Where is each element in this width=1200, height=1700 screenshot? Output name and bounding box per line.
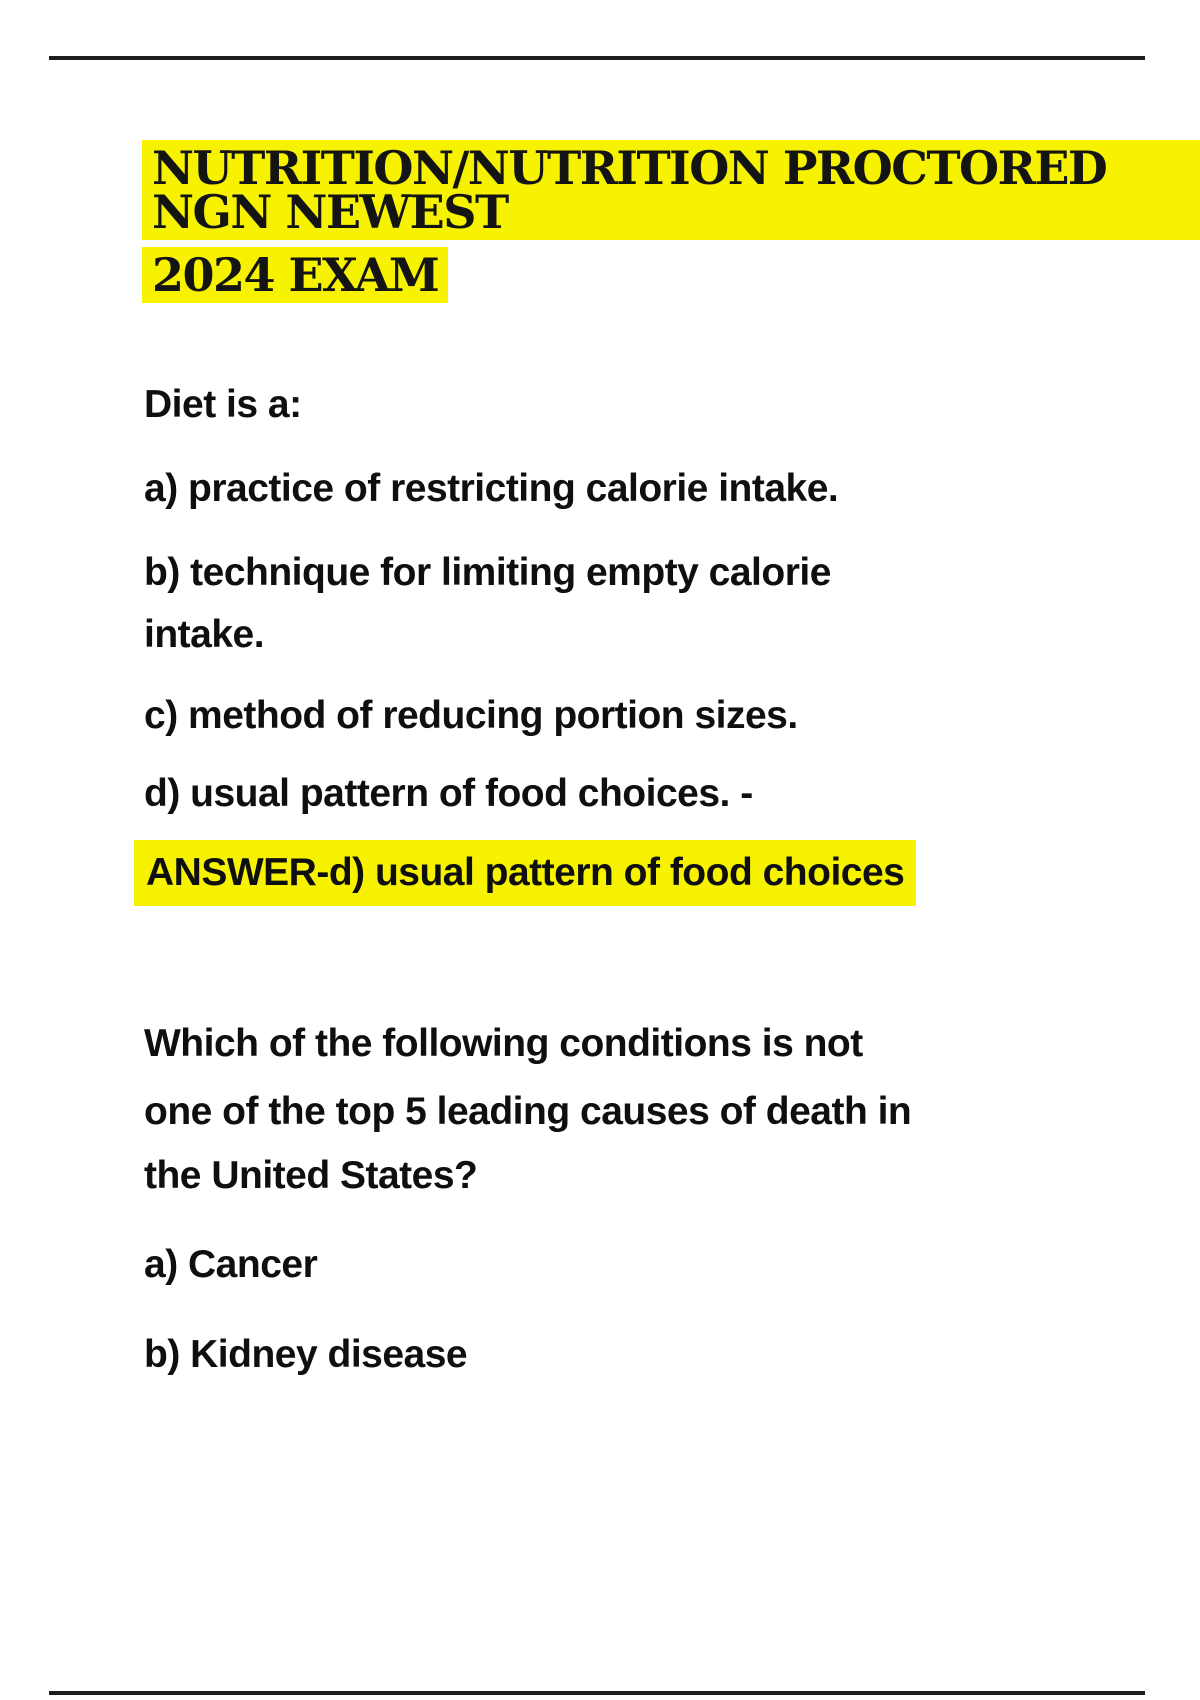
question-1-prompt: Diet is a:	[144, 383, 302, 426]
top-horizontal-rule	[49, 56, 1145, 60]
question-1-answer-highlight	[134, 840, 916, 906]
question-2-option-a: a) Cancer	[144, 1243, 318, 1286]
question-1-option-c: c) method of reducing portion sizes.	[144, 694, 798, 737]
question-1-option-b-line-1: b) technique for limiting empty calorie	[144, 551, 831, 594]
question-1-option-d: d) usual pattern of food choices. -	[144, 772, 753, 815]
question-1-option-b-line-2: intake.	[144, 613, 265, 656]
question-1-answer-text: ANSWER-d) usual pattern of food choices	[134, 840, 916, 906]
title-line-1: NUTRITION/NUTRITION PROCTORED NGN NEWEST	[142, 140, 1200, 240]
question-2-option-b: b) Kidney disease	[144, 1333, 468, 1376]
question-2-prompt-line-2: one of the top 5 leading causes of death in	[144, 1090, 912, 1133]
document-title	[142, 140, 1200, 310]
title-line-2: 2024 EXAM	[142, 247, 448, 303]
question-2-prompt-line-1: Which of the following conditions is not	[144, 1022, 863, 1065]
bottom-horizontal-rule	[49, 1691, 1145, 1695]
question-2-prompt-line-3: the United States?	[144, 1154, 478, 1197]
question-1-option-a: a) practice of restricting calorie intake.	[144, 467, 839, 510]
